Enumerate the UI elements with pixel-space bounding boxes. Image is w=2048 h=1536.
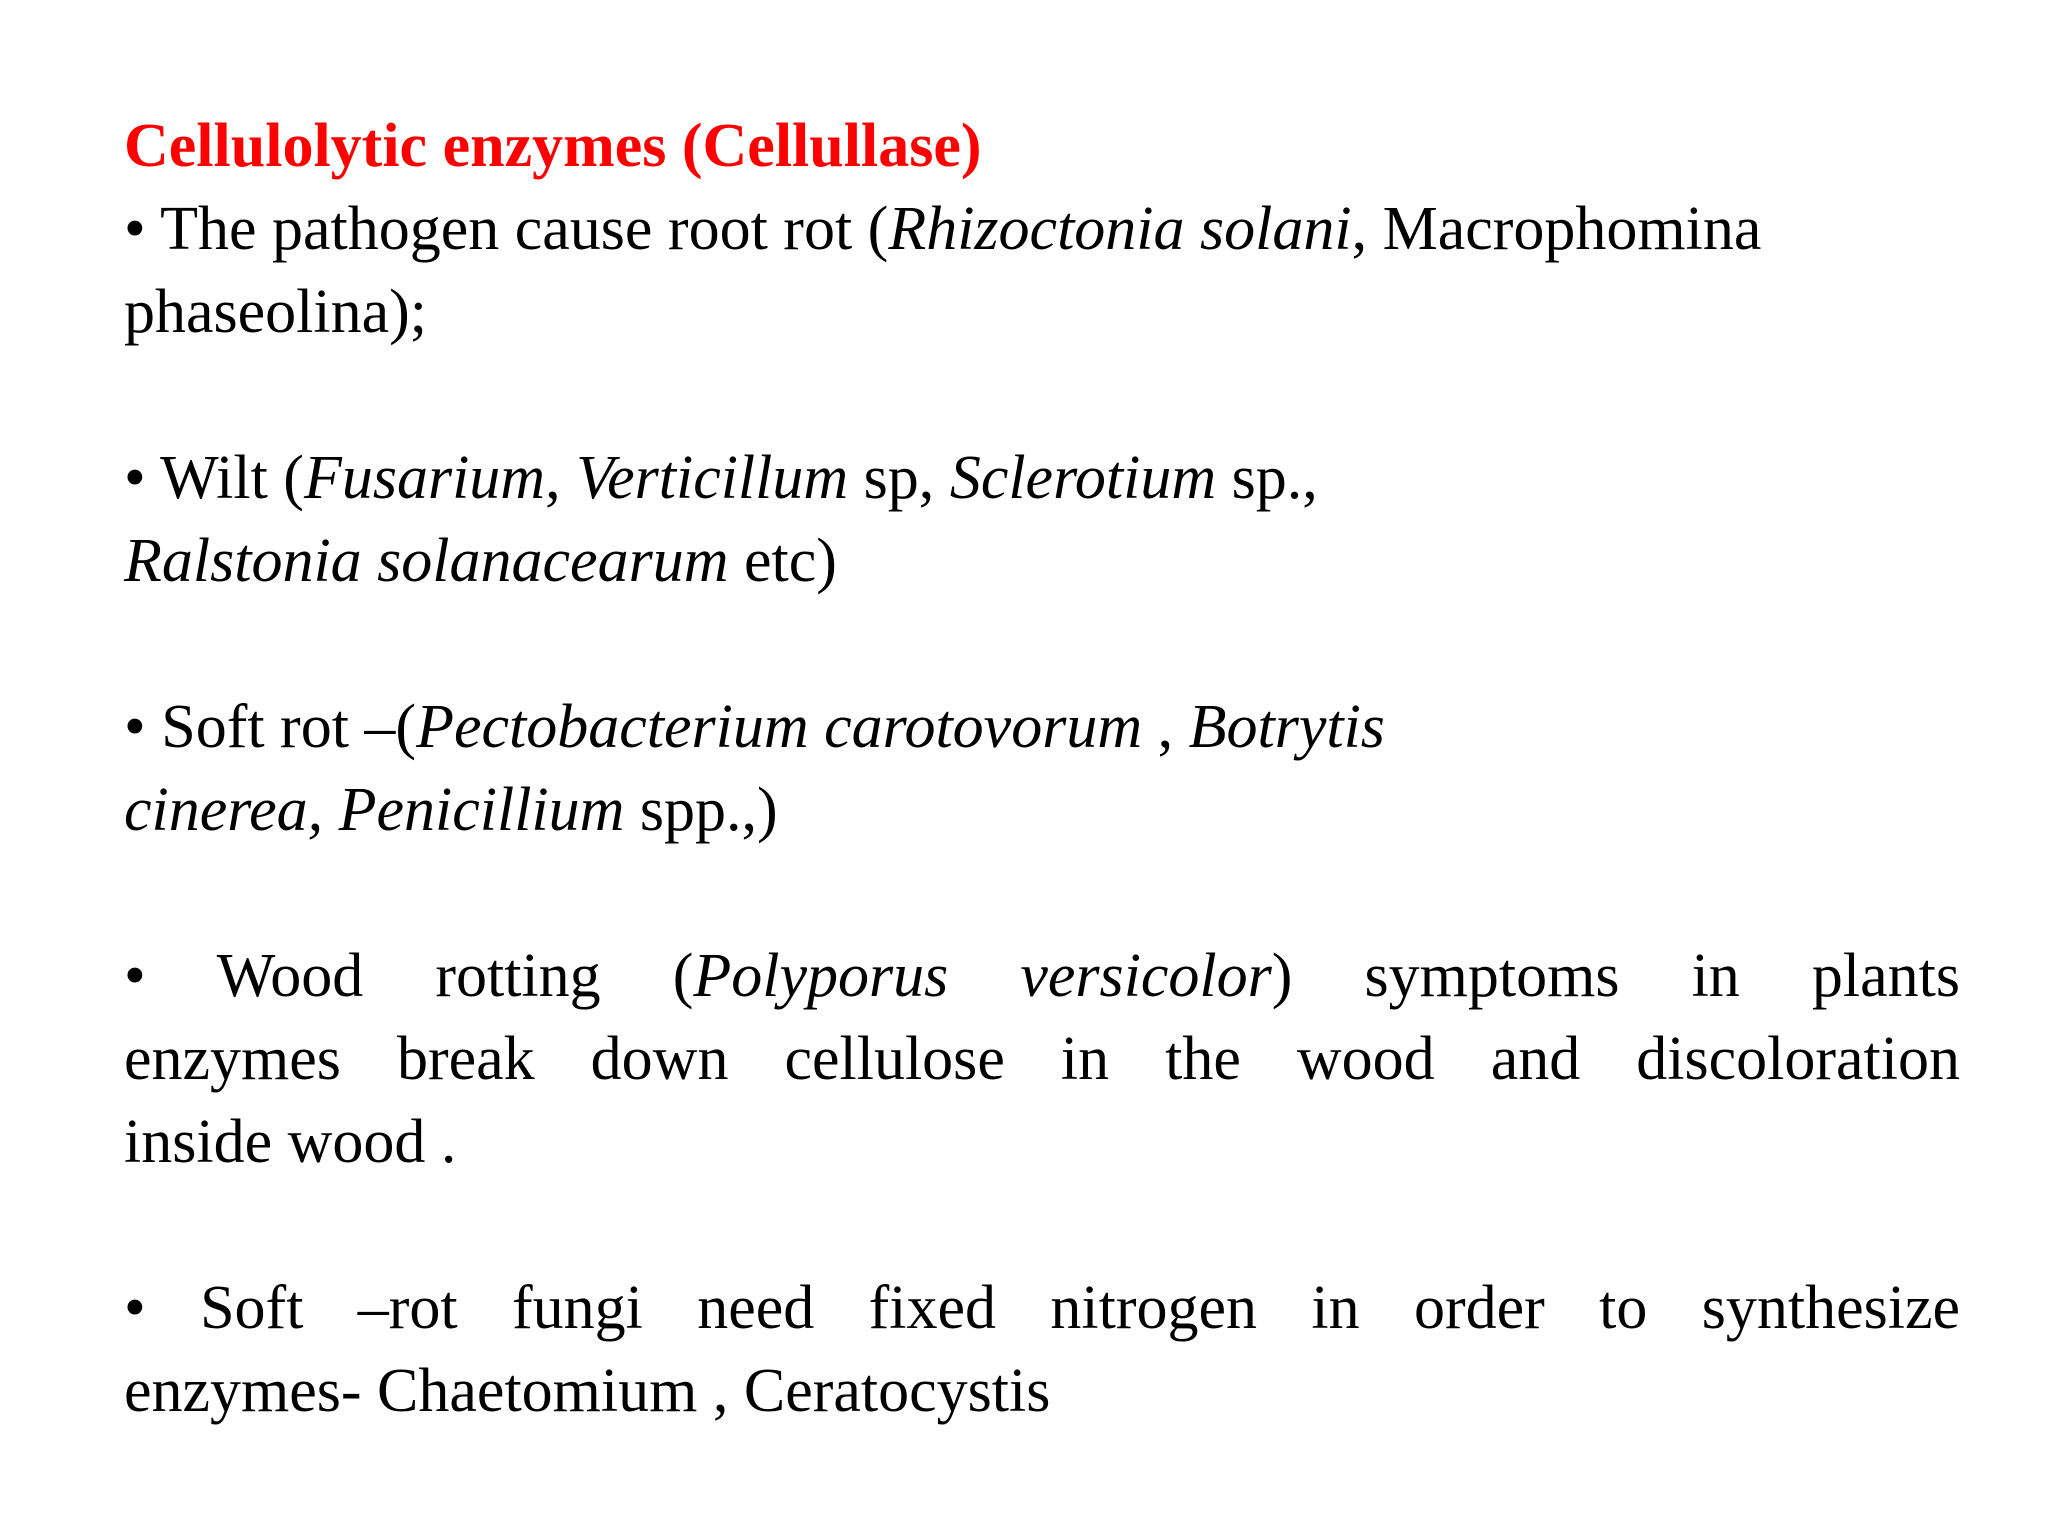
italic-text: Sclerotium — [949, 444, 1217, 512]
bullet-line — [124, 1101, 1960, 1184]
italic-text: Polyporus versicolor — [693, 942, 1272, 1010]
bullet-line — [124, 437, 1960, 520]
paragraph-spacer — [124, 852, 1960, 935]
text-run: ) symptoms in plants — [1271, 942, 1961, 1010]
italic-text: Rhizoctonia solani — [888, 195, 1352, 263]
bullet-root-rot — [124, 188, 1960, 354]
bullet-line — [124, 1018, 1960, 1101]
bullet-line — [124, 188, 1960, 271]
text-run: spp.,) — [624, 776, 778, 844]
text-run: etc) — [728, 527, 837, 595]
bullet-wilt — [124, 437, 1960, 603]
italic-text: Fusarium — [303, 444, 546, 512]
bullet-wood-rotting — [124, 935, 1960, 1184]
bullet-line — [124, 520, 1960, 603]
bullet-soft-rot — [124, 686, 1960, 852]
text-run: enzymes- Chaetomium , Ceratocystis — [124, 1357, 1051, 1425]
text-run: , — [545, 444, 577, 512]
italic-text: Pectobacterium carotovorum — [416, 693, 1143, 761]
bullet-line — [124, 1350, 1960, 1433]
bullet-list — [124, 188, 1960, 1433]
slide-content — [124, 104, 1960, 1433]
text-run: , — [1142, 693, 1189, 761]
text-run: • Soft rot –( — [124, 693, 417, 761]
paragraph-spacer — [124, 1184, 1960, 1267]
text-run: sp., — [1216, 444, 1318, 512]
text-run: • Wood rotting ( — [124, 942, 694, 1010]
bullet-line — [124, 935, 1960, 1018]
italic-text: Verticillum — [576, 444, 849, 512]
text-run: • Soft –rot fungi need fixed nitrogen in order to synthesize — [124, 1274, 1960, 1342]
italic-text: cinerea, Penicillium — [124, 776, 625, 844]
text-run: phaseolina); — [124, 278, 428, 346]
bullet-line — [124, 1267, 1960, 1350]
text-run: sp, — [848, 444, 950, 512]
italic-text: Ralstonia solanacearum — [124, 527, 729, 595]
bullet-line — [124, 686, 1960, 769]
text-run: inside wood . — [124, 1108, 457, 1176]
paragraph-spacer — [124, 354, 1960, 437]
text-run: , Macrophomina — [1351, 195, 1762, 263]
bullet-line — [124, 769, 1960, 852]
text-run: • The pathogen cause root rot ( — [124, 195, 889, 263]
text-run: • Wilt ( — [124, 444, 304, 512]
italic-text: Botrytis — [1188, 693, 1385, 761]
bullet-soft-rot-fungi — [124, 1267, 1960, 1433]
paragraph-spacer — [124, 603, 1960, 686]
slide-title: Cellulolytic enzymes (Cellullase) — [124, 112, 982, 180]
text-run: enzymes break down cellulose in the wood and discoloration — [124, 1025, 1960, 1093]
bullet-line — [124, 271, 1960, 354]
